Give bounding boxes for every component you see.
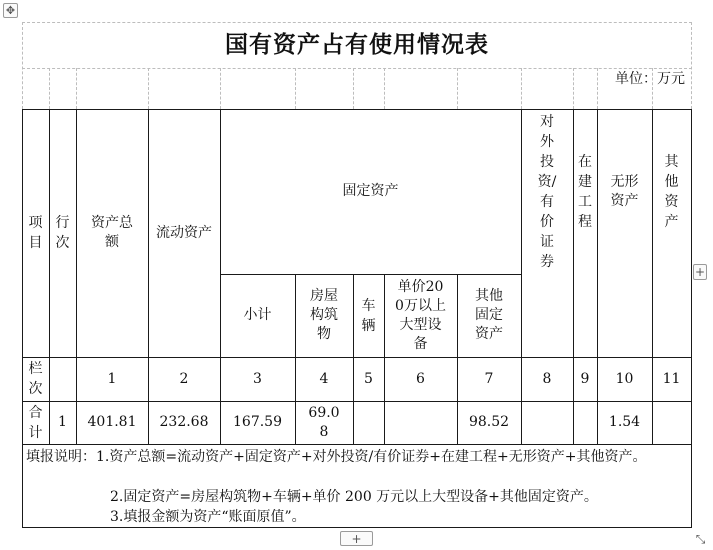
header-other-fixed: 其他固定资产 xyxy=(475,288,503,342)
title-row-bottom-guide xyxy=(22,68,692,69)
header-large-equipment: 单价200万以上大型设备 xyxy=(395,278,446,352)
current-assets-value: 232.68 xyxy=(159,414,209,430)
column-number-cell: 9 xyxy=(580,370,590,387)
unit-row-guide xyxy=(295,68,296,109)
intangible-value: 1.54 xyxy=(608,414,641,430)
header-item: 项目 xyxy=(28,215,43,251)
total-assets-value: 401.81 xyxy=(87,414,137,430)
header-investment: 对外投资/有价证券 xyxy=(537,113,557,270)
column-number-cell: 11 xyxy=(662,370,681,387)
header-current-assets: 流动资产 xyxy=(156,224,212,241)
column-number-cell: 6 xyxy=(416,370,425,387)
unit-row-guide xyxy=(76,68,77,109)
fixed-subtotal-value: 167.59 xyxy=(233,414,282,430)
unit-row-guide xyxy=(521,68,522,109)
header-intangible: 无形资产 xyxy=(610,173,639,209)
large-equipment-value xyxy=(384,401,457,444)
unit-row-guide xyxy=(457,68,458,109)
column-number-cell: 1 xyxy=(107,370,117,387)
column-number-cell: 8 xyxy=(542,370,552,387)
header-buildings: 房屋构筑物 xyxy=(310,288,338,342)
column-number-label: 栏次 xyxy=(28,361,43,397)
table-title: 国有资产占有使用情况表 xyxy=(225,31,489,58)
note-line-3: 3.填报金额为资产“账面原值”。 xyxy=(110,509,306,525)
table-right-border xyxy=(691,109,692,527)
row-border xyxy=(22,444,692,445)
construction-value xyxy=(573,401,597,444)
note-line-2: 2.固定资产=房屋构筑物+车辆+单价 200 万元以上大型设备+其他固定资产。 xyxy=(110,489,598,505)
total-row-label: 合计 xyxy=(28,404,43,441)
header-subtotal: 小计 xyxy=(243,307,272,323)
other-assets-value xyxy=(652,401,691,444)
unit-label: 单位：万元 xyxy=(615,71,685,87)
table-move-handle-icon[interactable]: ✥ xyxy=(3,3,18,18)
unit-row-guide xyxy=(148,68,149,109)
column-number-cell: 7 xyxy=(484,370,494,387)
header-fixed-assets: 固定资产 xyxy=(342,183,399,199)
unit-row-guide xyxy=(49,68,50,109)
header-other-assets: 其他资产 xyxy=(664,153,679,230)
column-number-cell: 5 xyxy=(364,370,373,387)
table-resize-handle-icon[interactable]: ⤡ xyxy=(695,531,706,546)
unit-row-guide xyxy=(353,68,354,109)
column-number-cell: 4 xyxy=(319,370,329,387)
header-construction: 在建工程 xyxy=(578,153,592,230)
buildings-value: 69.08 xyxy=(308,404,340,440)
column-number-cell xyxy=(49,357,76,401)
investment-value xyxy=(521,401,573,444)
column-number-cell: 2 xyxy=(179,370,189,387)
add-column-button[interactable]: + xyxy=(694,265,706,279)
unit-row-guide xyxy=(573,68,574,109)
note-line-1: 填报说明：1.资产总额=流动资产+固定资产+对外投资/有价证券+在建工程+无形资产+其他资产。 xyxy=(26,449,647,465)
column-number-cell: 3 xyxy=(253,370,262,387)
unit-row-guide xyxy=(384,68,385,109)
other-fixed-value: 98.52 xyxy=(468,414,510,430)
header-vehicles: 车辆 xyxy=(361,297,376,334)
column-number-cell: 10 xyxy=(615,370,634,387)
vehicles-value xyxy=(353,401,384,444)
header-total-assets: 资产总额 xyxy=(91,215,133,250)
add-row-button[interactable]: + xyxy=(340,531,373,546)
table-bottom-border xyxy=(22,527,692,528)
header-row-no: 行次 xyxy=(55,215,70,251)
total-row-no: 1 xyxy=(58,414,67,430)
unit-row-guide xyxy=(220,68,221,109)
